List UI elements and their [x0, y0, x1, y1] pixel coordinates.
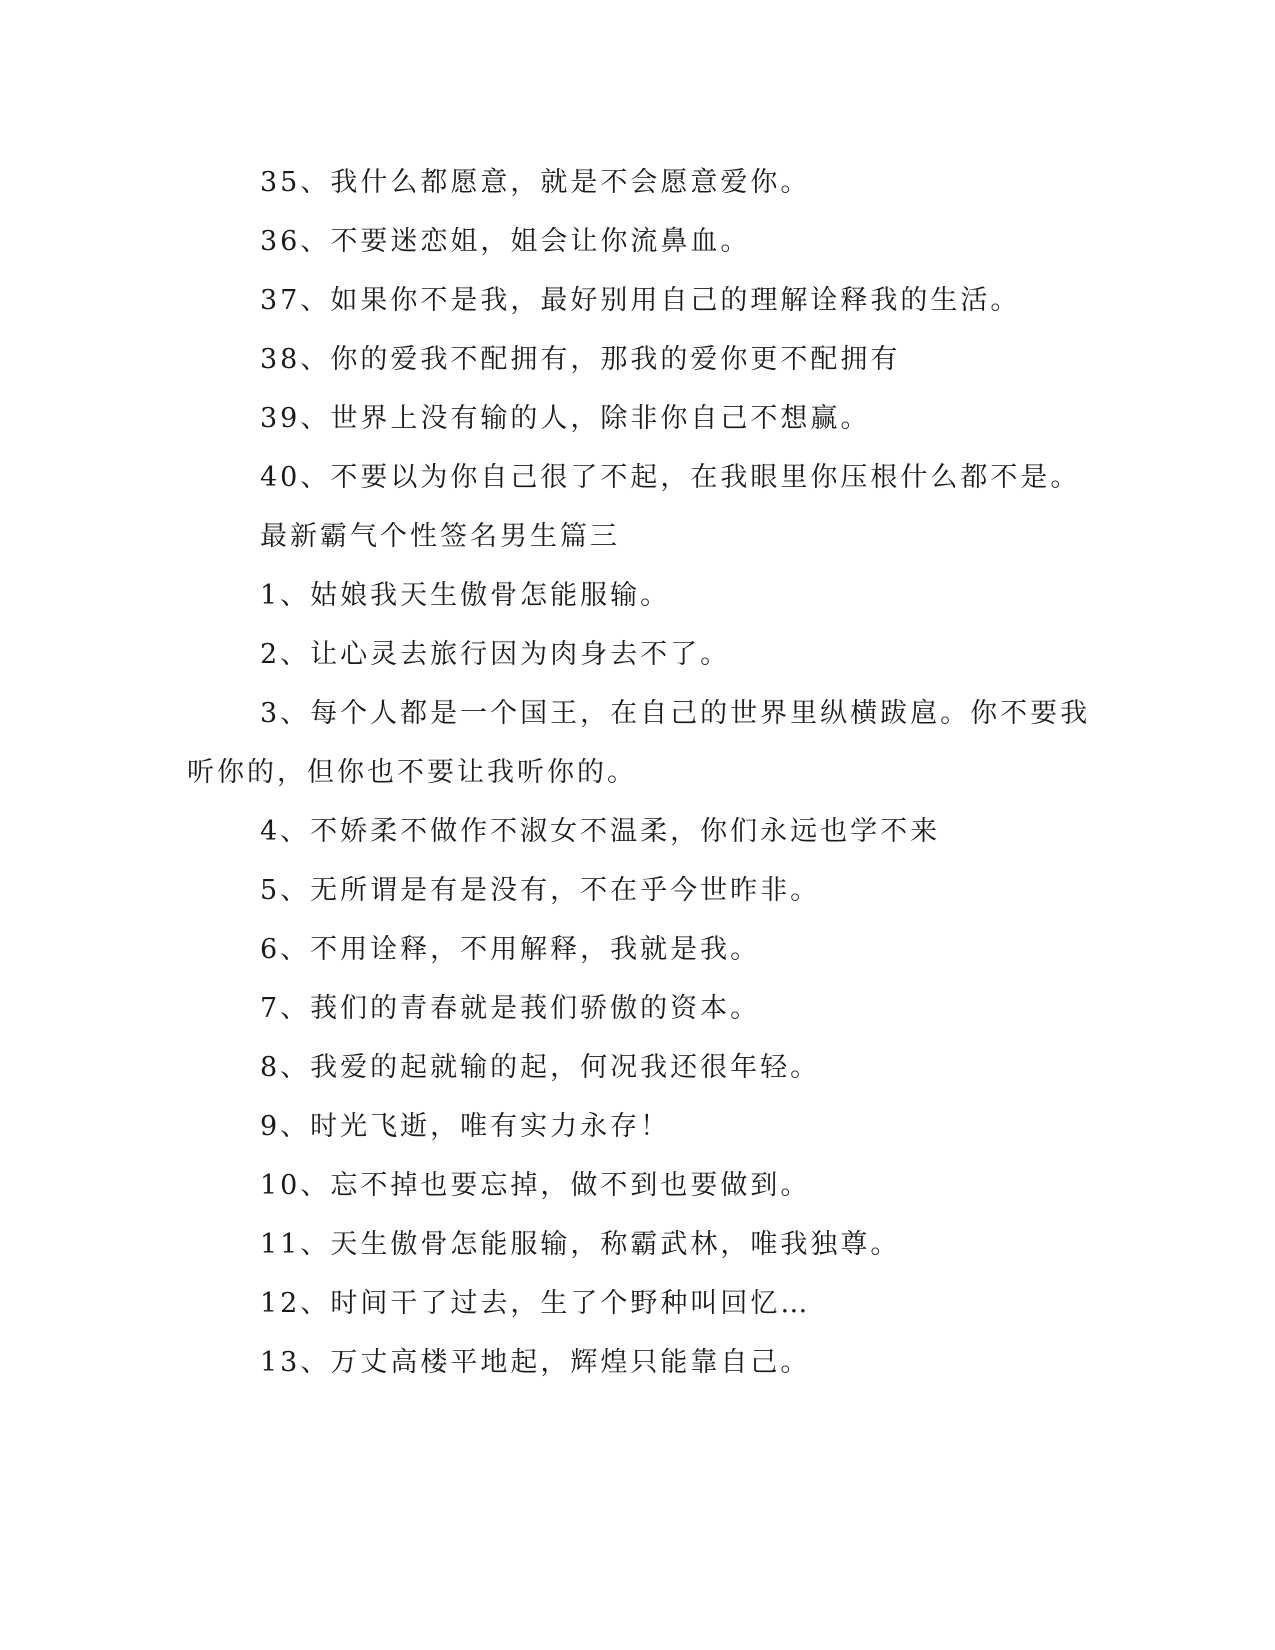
text-line: 39、世界上没有输的人，除非你自己不想赢。: [260, 403, 871, 434]
text-line: 9、时光飞逝，唯有实力永存！: [260, 1111, 671, 1142]
text-line: 11、天生傲骨怎能服输，称霸武林，唯我独尊。: [260, 1229, 901, 1260]
text-line: 2、让心灵去旅行因为肉身去不了。: [260, 639, 731, 670]
text-line: 7、莪们的青春就是莪们骄傲的资本。: [260, 993, 761, 1024]
text-line: 12、时间干了过去，生了个野种叫回忆…: [260, 1288, 811, 1319]
text-line-continuation: 听你的，但你也不要让我听你的。: [187, 757, 637, 788]
text-line: 6、不用诠释，不用解释，我就是我。: [260, 934, 761, 965]
text-line: 4、不娇柔不做作不淑女不温柔，你们永远也学不来: [260, 816, 941, 847]
text-line: 5、无所谓是有是没有，不在乎今世昨非。: [260, 875, 821, 906]
text-line: 13、万丈高楼平地起，辉煌只能靠自己。: [260, 1347, 811, 1378]
section-heading: 最新霸气个性签名男生篇三: [260, 521, 620, 552]
text-line: 1、姑娘我天生傲骨怎能服输。: [260, 580, 671, 611]
text-line: 36、不要迷恋姐，姐会让你流鼻血。: [260, 226, 751, 257]
text-line: 37、如果你不是我，最好别用自己的理解诠释我的生活。: [260, 285, 1021, 316]
text-line: 38、你的爱我不配拥有，那我的爱你更不配拥有: [260, 344, 901, 375]
text-line: 40、不要以为你自己很了不起，在我眼里你压根什么都不是。: [260, 462, 1081, 493]
text-line: 3、每个人都是一个国王，在自己的世界里纵横跋扈。你不要我: [260, 698, 1091, 729]
text-line: 35、我什么都愿意，就是不会愿意爱你。: [260, 167, 811, 198]
text-line: 10、忘不掉也要忘掉，做不到也要做到。: [260, 1170, 811, 1201]
text-line: 8、我爱的起就输的起，何况我还很年轻。: [260, 1052, 821, 1083]
